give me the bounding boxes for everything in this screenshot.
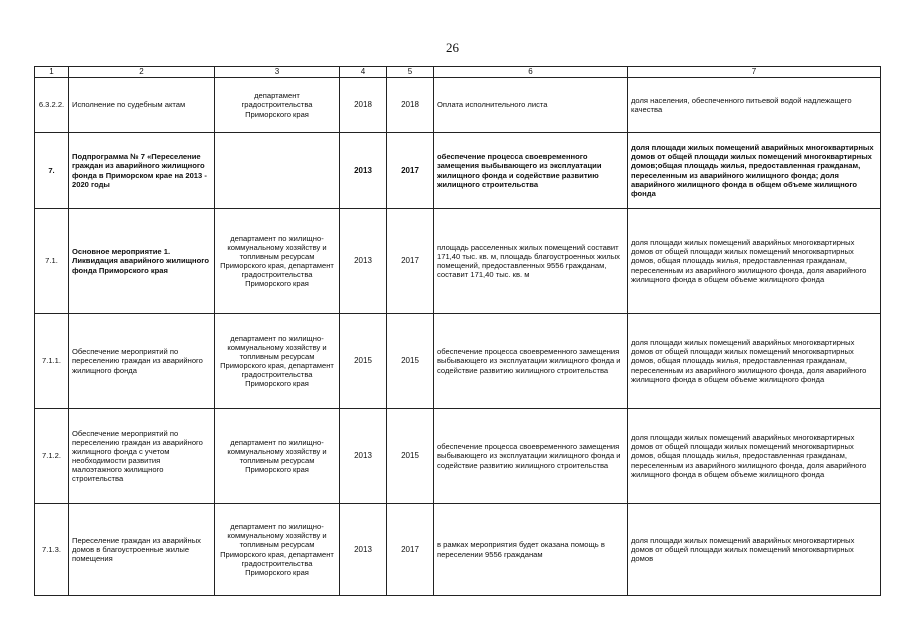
expected-result: в рамках мероприятия будет оказана помощь в переселении 9556 гражданам (434, 504, 628, 596)
indicator: доля площади жилых помещений аварийных многоквартирных домов от общей площади жилых помещений многоквартирных домов (628, 504, 881, 596)
executor (215, 133, 340, 209)
row-number: 6.3.2.2. (35, 78, 69, 133)
expected-result: Оплата исполнительного листа (434, 78, 628, 133)
start-year: 2018 (340, 78, 387, 133)
indicator: доля площади жилых помещений аварийных многоквартирных домов от общей площади жилых помещений многоквартирных домов;общая площадь жилья, предоставленная гражданам, переселенным из аварийного жилищного фонда; доля аварийного жилищного фонда в общем объеме жилищного фонда (628, 133, 881, 209)
start-year: 2013 (340, 409, 387, 504)
header-cell: 5 (387, 67, 434, 78)
expected-result: площадь расселенных жилых помещений составит 171,40 тыс. кв. м, площадь благоустроенных жилых помещений, предоставленных 9556 гражданам, составит 171,40 тыс. кв. м (434, 209, 628, 314)
executor: департамент по жилищно-коммунальному хозяйству и топливным ресурсам Приморского края, департамент градостроительства Приморского края (215, 314, 340, 409)
table-row (35, 133, 881, 209)
end-year: 2017 (387, 133, 434, 209)
row-number: 7. (35, 133, 69, 209)
header-cell: 1 (35, 67, 69, 78)
executor: департамент по жилищно-коммунальному хозяйству и топливным ресурсам Приморского края (215, 409, 340, 504)
header-cell: 3 (215, 67, 340, 78)
start-year: 2015 (340, 314, 387, 409)
table-row (35, 78, 881, 133)
table-row (35, 314, 881, 409)
table-row (35, 409, 881, 504)
table-row (35, 209, 881, 314)
end-year: 2015 (387, 409, 434, 504)
executor: департамент по жилищно-коммунальному хозяйству и топливным ресурсам Приморского края, департамент градостроительства Приморского края (215, 504, 340, 596)
measure-name: Исполнение по судебным актам (69, 78, 215, 133)
program-table (34, 66, 881, 596)
indicator: доля площади жилых помещений аварийных многоквартирных домов от общей площади жилых помещений многоквартирных домов, общая площадь жилья, предоставленная гражданам, переселенным из аварийного жилищного фонда, доля аварийного жилищного фонда в общем объеме жилищного фонда (628, 409, 881, 504)
end-year: 2017 (387, 209, 434, 314)
indicator: доля площади жилых помещений аварийных многоквартирных домов от общей площади жилых помещений многоквартирных домов, общая площадь жилья, предоставленная гражданам, переселенным из аварийного жилищного фонда, доля аварийного жилищного фонда в общем объеме жилищного фонда (628, 314, 881, 409)
indicator: доля площади жилых помещений аварийных многоквартирных домов от общей площади жилых помещений многоквартирных домов, общая площадь жилья, предоставленная гражданам, переселенным из аварийного жилищного фонда, доля аварийного жилищного фонда в общем объеме жилищного фонда (628, 209, 881, 314)
measure-name: Подпрограмма № 7 «Переселение граждан из аварийного жилищного фонда в Приморском крае на 2013 - 2020 годы (69, 133, 215, 209)
start-year: 2013 (340, 504, 387, 596)
measure-name: Обеспечение мероприятий по переселению граждан из аварийного жилищного фонда с учетом необходимости развития малоэтажного жилищного строительства (69, 409, 215, 504)
header-cell: 2 (69, 67, 215, 78)
page-number: 26 (446, 40, 459, 55)
expected-result: обеспечение процесса своевременного замещения выбывающего из эксплуатации жилищного фонда и содействие развитию жилищного строительства (434, 409, 628, 504)
measure-name: Обеспечение мероприятий по переселению граждан из аварийного жилищного фонда (69, 314, 215, 409)
expected-result: обеспечение процесса своевременного замещения выбывающего из эксплуатации жилищного фонда и содействие развитию жилищного строительства (434, 314, 628, 409)
header-row (35, 67, 881, 78)
header-cell: 6 (434, 67, 628, 78)
row-number: 7.1.1. (35, 314, 69, 409)
row-number: 7.1. (35, 209, 69, 314)
executor: департамент градостроительства Приморского края (215, 78, 340, 133)
measure-name: Переселение граждан из аварийных домов в благоустроенные жилые помещения (69, 504, 215, 596)
end-year: 2015 (387, 314, 434, 409)
executor: департамент по жилищно-коммунальному хозяйству и топливным ресурсам Приморского края, департамент градостроительства Приморского края (215, 209, 340, 314)
start-year: 2013 (340, 209, 387, 314)
row-number: 7.1.3. (35, 504, 69, 596)
indicator: доля населения, обеспеченного питьевой водой надлежащего качества (628, 78, 881, 133)
table-row (35, 504, 881, 596)
row-number: 7.1.2. (35, 409, 69, 504)
measure-name: Основное мероприятие 1. Ликвидация аварийного жилищного фонда Приморского края (69, 209, 215, 314)
end-year: 2017 (387, 504, 434, 596)
header-cell: 7 (628, 67, 881, 78)
expected-result: обеспечение процесса своевременного замещения выбывающего из эксплуатации жилищного фонда и содействие развитию жилищного строительства (434, 133, 628, 209)
end-year: 2018 (387, 78, 434, 133)
header-cell: 4 (340, 67, 387, 78)
start-year: 2013 (340, 133, 387, 209)
